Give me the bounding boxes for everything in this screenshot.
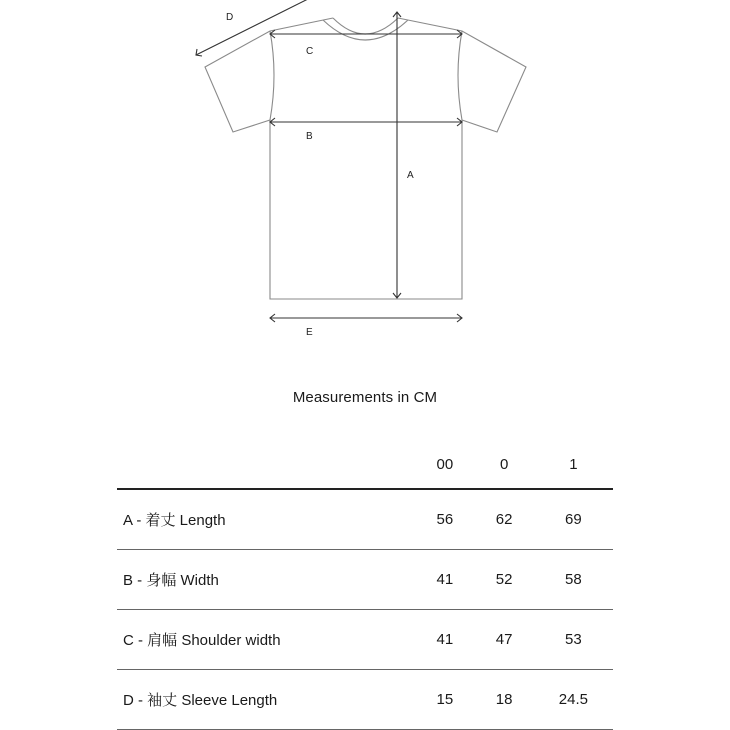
size-header-0: 0 — [475, 440, 534, 489]
label-a: A — [407, 170, 414, 181]
row-value: 52 — [475, 550, 534, 610]
measurements-title: Measurements in CM — [292, 389, 438, 406]
row-value: 24.5 — [534, 670, 613, 730]
table-row — [117, 670, 613, 730]
size-header-00: 00 — [415, 440, 474, 489]
label-c: C — [306, 46, 314, 57]
row-value: 18 — [475, 670, 534, 730]
header-spacer — [117, 440, 415, 489]
size-header-row — [117, 440, 613, 489]
table-row — [117, 550, 613, 610]
size-chart-table — [117, 440, 613, 730]
table-row — [117, 489, 613, 550]
measurement-arrows — [196, 0, 462, 322]
row-value: 15 — [415, 670, 474, 730]
row-label: B - 身幅 Width — [117, 550, 415, 610]
row-value: 56 — [415, 489, 474, 550]
arrow-d — [196, 0, 310, 55]
label-e: E — [306, 327, 313, 338]
row-value: 41 — [415, 550, 474, 610]
row-value: 53 — [534, 610, 613, 670]
row-value: 41 — [415, 610, 474, 670]
row-label: A - 着丈 Length — [117, 489, 415, 550]
row-value: 69 — [534, 489, 613, 550]
size-header-1: 1 — [534, 440, 613, 489]
row-label: C - 肩幅 Shoulder width — [117, 610, 415, 670]
table-row — [117, 610, 613, 670]
label-d: D — [226, 12, 234, 23]
label-b: B — [306, 131, 313, 142]
row-value: 62 — [475, 489, 534, 550]
row-label: D - 袖丈 Sleeve Length — [117, 670, 415, 730]
tshirt-outline — [205, 18, 526, 299]
row-value: 47 — [475, 610, 534, 670]
row-value: 58 — [534, 550, 613, 610]
